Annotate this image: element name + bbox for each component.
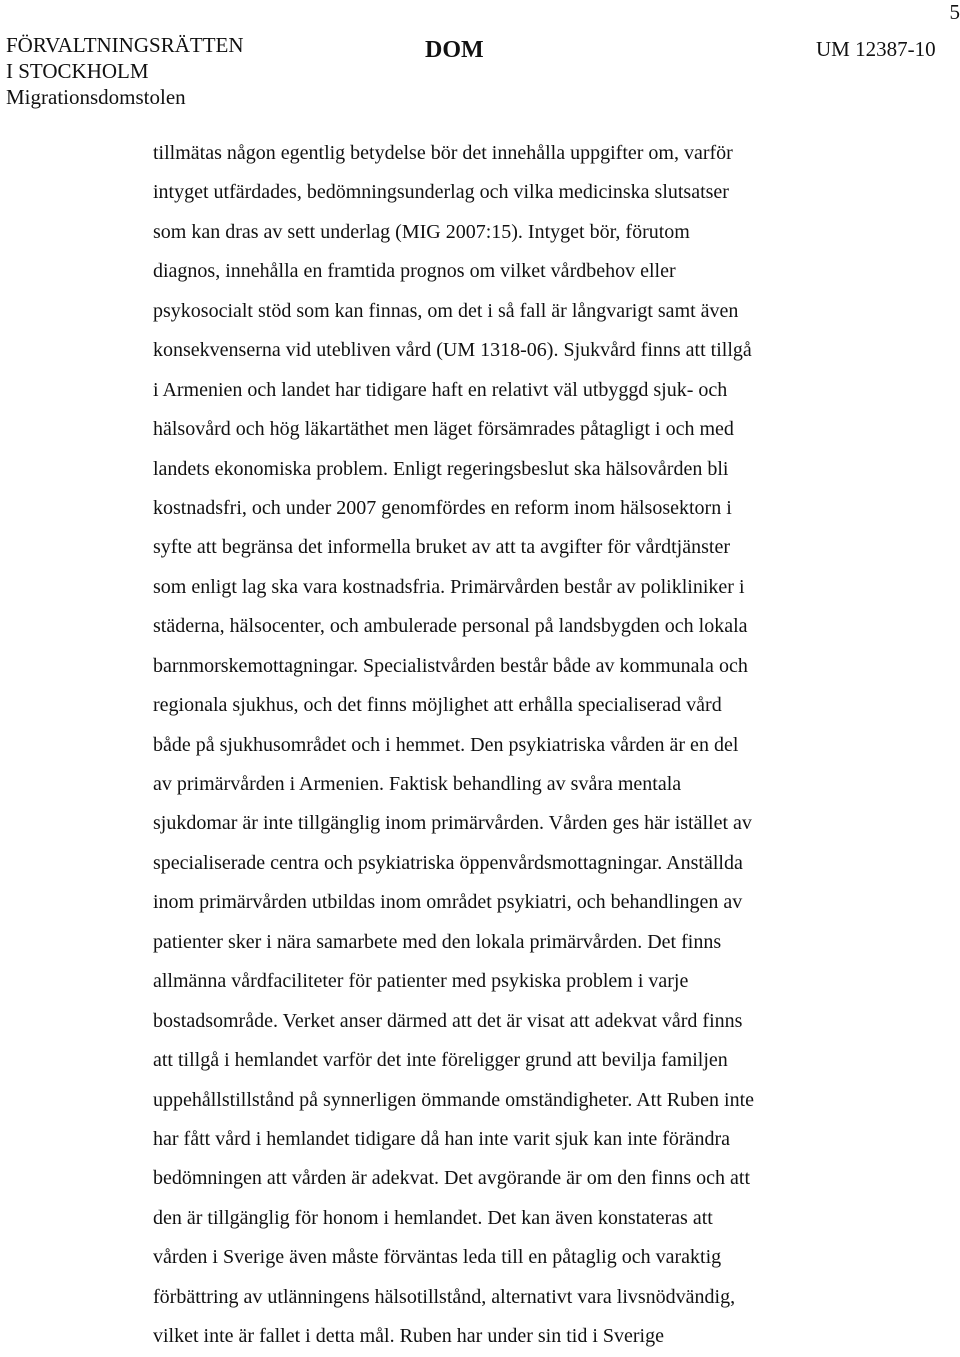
body-text-line: har fått vård i hemlandet tidigare då han inte varit sjuk kan inte förändra bbox=[153, 1120, 853, 1159]
body-text bbox=[153, 134, 853, 1357]
body-text-line: syfte att begränsa det informella bruket av att ta avgifter för vårdtjänster bbox=[153, 528, 853, 567]
body-text-line: den är tillgänglig för honom i hemlandet. Det kan även konstateras att bbox=[153, 1199, 853, 1238]
body-text-line: som kan dras av sett underlag (MIG 2007:15). Intyget bör, förutom bbox=[153, 213, 853, 252]
body-text-line: städerna, hälsocenter, och ambulerade personal på landsbygden och lokala bbox=[153, 607, 853, 646]
body-text-line: bedömningen att vården är adekvat. Det avgörande är om den finns och att bbox=[153, 1159, 853, 1198]
court-name-line-1: FÖRVALTNINGSRÄTTEN bbox=[6, 32, 244, 58]
body-text-line: allmänna vårdfaciliteter för patienter med psykiska problem i varje bbox=[153, 962, 853, 1001]
body-text-line: uppehållstillstånd på synnerligen ömmande omständigheter. Att Ruben inte bbox=[153, 1081, 853, 1120]
case-number: UM 12387-10 bbox=[816, 36, 936, 62]
body-text-line: av primärvården i Armenien. Faktisk behandling av svåra mentala bbox=[153, 765, 853, 804]
court-name bbox=[6, 32, 244, 110]
body-text-line: inom primärvården utbildas inom området psykiatri, och behandlingen av bbox=[153, 883, 853, 922]
body-text-line: tillmätas någon egentlig betydelse bör det innehålla uppgifter om, varför bbox=[153, 134, 853, 173]
document-type: DOM bbox=[425, 36, 484, 64]
body-text-line: diagnos, innehålla en framtida prognos om vilket vårdbehov eller bbox=[153, 252, 853, 291]
body-text-line: bostadsområde. Verket anser därmed att det är visat att adekvat vård finns bbox=[153, 1002, 853, 1041]
body-text-line: specialiserade centra och psykiatriska öppenvårdsmottagningar. Anställda bbox=[153, 844, 853, 883]
body-text-line: att tillgå i hemlandet varför det inte föreligger grund att bevilja familjen bbox=[153, 1041, 853, 1080]
body-text-line: förbättring av utlänningens hälsotillstånd, alternativt vara livsnödvändig, bbox=[153, 1278, 853, 1317]
page-number: 5 bbox=[950, 0, 960, 24]
body-text-line: både på sjukhusområdet och i hemmet. Den psykiatriska vården är en del bbox=[153, 726, 853, 765]
body-text-line: intyget utfärdades, bedömningsunderlag och vilka medicinska slutsatser bbox=[153, 173, 853, 212]
body-text-line: sjukdomar är inte tillgänglig inom primärvården. Vården ges här istället av bbox=[153, 804, 853, 843]
body-text-line: i Armenien och landet har tidigare haft en relativt väl utbyggd sjuk- och bbox=[153, 371, 853, 410]
body-text-line: kostnadsfri, och under 2007 genomfördes en reform inom hälsosektorn i bbox=[153, 489, 853, 528]
body-text-line: psykosocialt stöd som kan finnas, om det i så fall är långvarigt samt även bbox=[153, 292, 853, 331]
court-name-line-2: I STOCKHOLM bbox=[6, 58, 244, 84]
body-text-line: vilket inte är fallet i detta mål. Ruben har under sin tid i Sverige bbox=[153, 1317, 853, 1356]
body-text-line: hälsovård och hög läkartäthet men läget försämrades påtagligt i och med bbox=[153, 410, 853, 449]
body-text-line: patienter sker i nära samarbete med den lokala primärvården. Det finns bbox=[153, 923, 853, 962]
body-text-line: vården i Sverige även måste förväntas leda till en påtaglig och varaktig bbox=[153, 1238, 853, 1277]
body-text-line: konsekvenserna vid utebliven vård (UM 1318-06). Sjukvård finns att tillgå bbox=[153, 331, 853, 370]
court-division: Migrationsdomstolen bbox=[6, 84, 244, 110]
body-text-line: landets ekonomiska problem. Enligt regeringsbeslut ska hälsovården bli bbox=[153, 450, 853, 489]
body-text-line: som enligt lag ska vara kostnadsfria. Primärvården består av polikliniker i bbox=[153, 568, 853, 607]
body-text-line: regionala sjukhus, och det finns möjlighet att erhålla specialiserad vård bbox=[153, 686, 853, 725]
body-text-line: barnmorskemottagningar. Specialistvården består både av kommunala och bbox=[153, 647, 853, 686]
